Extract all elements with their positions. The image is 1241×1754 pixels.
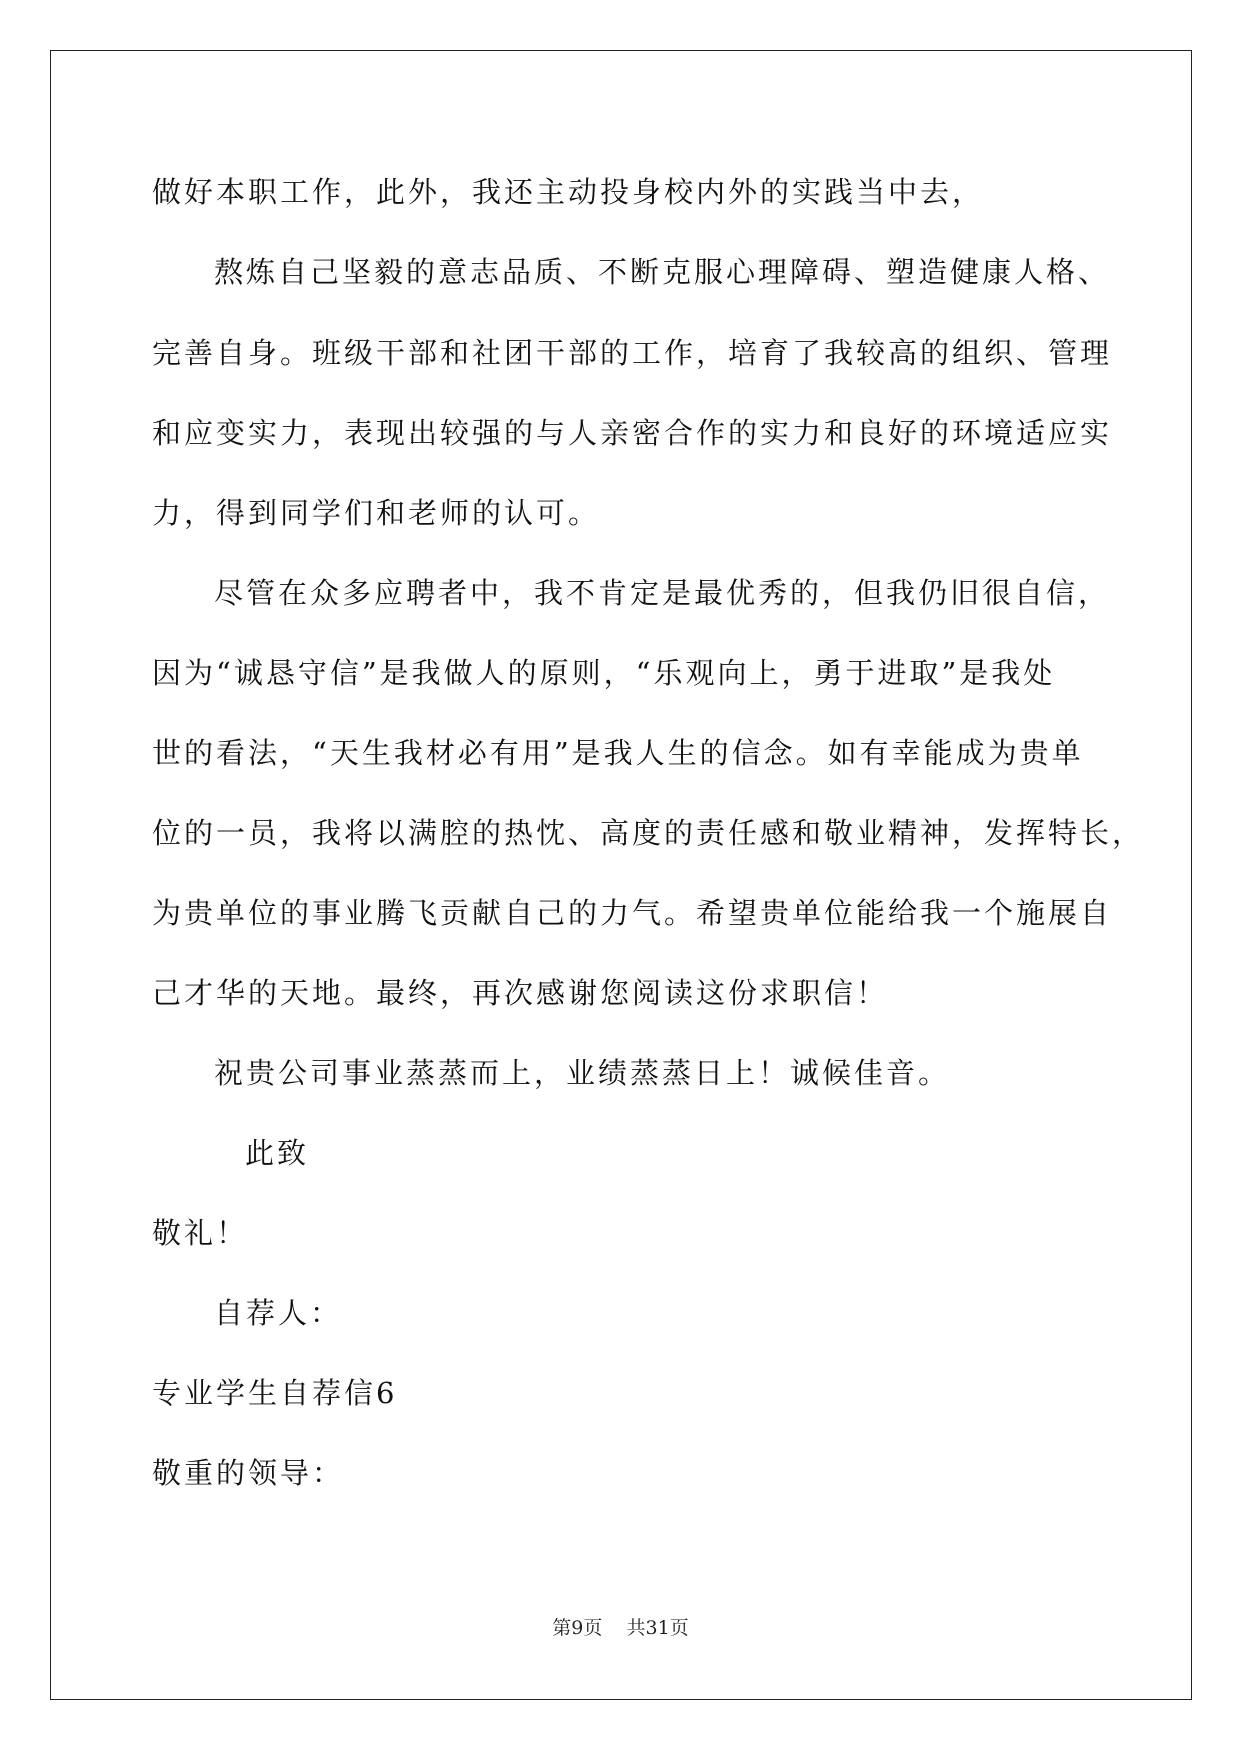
page-footer — [0, 1615, 1241, 1641]
closing-wish: 祝贵公司事业蒸蒸而上，业绩蒸蒸日上！诚候佳音。 — [214, 1056, 951, 1090]
page-number: 第9页 — [552, 1617, 603, 1639]
text-line: 为贵单位的事业腾飞贡献自己的力气。希望贵单位能给我一个施展自 — [152, 896, 1113, 930]
text-line: 尽管在众多应聘者中，我不肯定是最优秀的，但我仍旧很自信， — [214, 576, 1111, 610]
section-heading: 专业学生自荐信6 — [152, 1376, 398, 1410]
text-line: 力，得到同学们和老师的认可。 — [152, 496, 601, 530]
salutation-jingli: 敬礼！ — [152, 1216, 249, 1250]
page-total: 共31页 — [626, 1617, 689, 1639]
salutation-cizhi: 此致 — [245, 1136, 310, 1170]
text-line: 己才华的天地。最终，再次感谢您阅读这份求职信！ — [152, 976, 889, 1010]
text-line: 世的看法，“天生我材必有用”是我人生的信念。如有幸能成为贵单 — [152, 736, 1084, 770]
text-line: 熬炼自己坚毅的意志品质、不断克服心理障碍、塑造健康人格、 — [214, 255, 1111, 289]
greeting: 敬重的领导： — [152, 1456, 345, 1490]
signature-label: 自荐人： — [214, 1296, 343, 1330]
text-line: 做好本职工作，此外，我还主动投身校内外的实践当中去， — [152, 175, 985, 209]
text-line: 和应变实力，表现出较强的与人亲密合作的实力和良好的环境适应实 — [152, 416, 1113, 450]
text-line: 因为“诚恳守信”是我做人的原则，“乐观向上，勇于进取”是我处 — [152, 656, 1056, 690]
text-line: 完善自身。班级干部和社团干部的工作，培育了我较高的组织、管理 — [152, 336, 1113, 370]
text-line: 位的一员，我将以满腔的热忱、高度的责任感和敬业精神，发挥特长， — [152, 816, 1145, 850]
